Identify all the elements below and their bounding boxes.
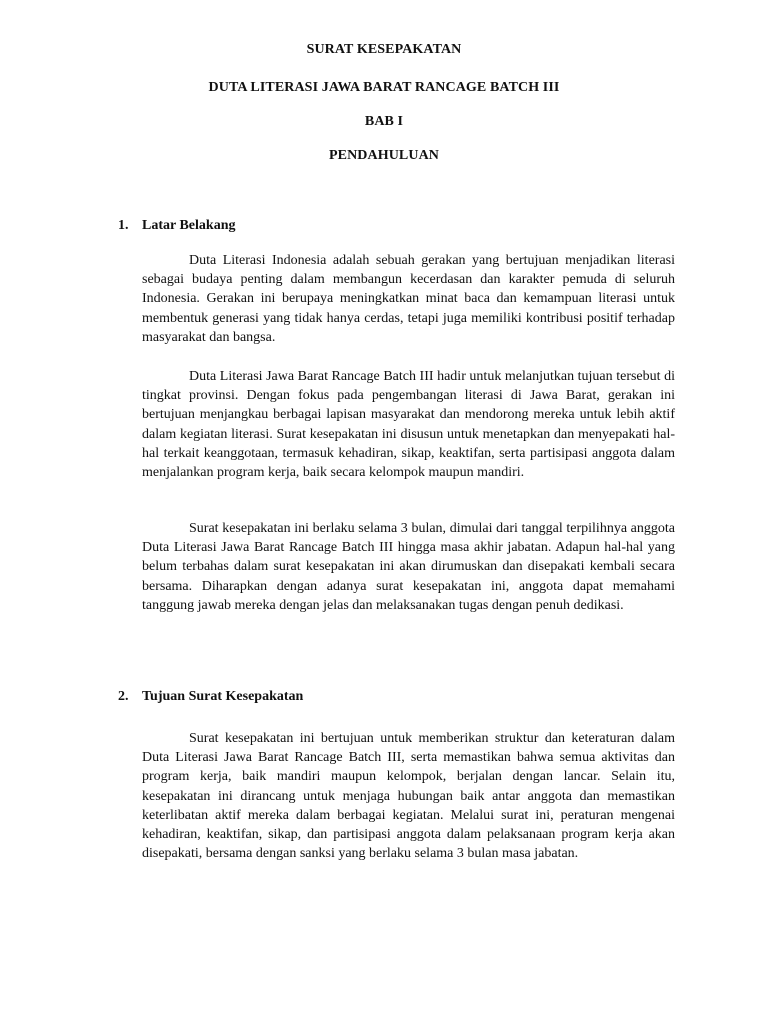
chapter-title: PENDAHULUAN	[329, 148, 439, 163]
paragraph: Surat kesepakatan ini berlaku selama 3 bulan, dimulai dari tanggal terpilihnya anggota Duta Literasi Jawa Barat Rancage Batch III hingga masa akhir jabatan. Adapun hal-hal yang belum terbahas dalam surat kesepakatan ini akan dirumuskan dan disepakati kembali secara bersama. Diharapkan dengan adanya surat kesepakatan ini, anggota dapat memahami tanggung jawab mereka dengan jelas dan melaksanakan tugas dengan penuh dedikasi.	[142, 521, 675, 613]
paragraph: Duta Literasi Indonesia adalah sebuah gerakan yang bertujuan menjadikan literasi sebagai budaya penting dalam membangun kecerdasan dan karakter pemuda di seluruh Indonesia. Gerakan ini berupaya meningkatkan minat baca dan kemampuan literasi untuk membentuk generasi yang tidak hanya cerdas, tetapi juga memiliki kontribusi positif terhadap masyarakat dan bangsa.	[142, 253, 675, 345]
paragraph: Surat kesepakatan ini bertujuan untuk memberikan struktur dan keteraturan dalam Duta Literasi Jawa Barat Rancage Batch III, serta memastikan bahwa semua aktivitas dan program kerja, baik mandiri maupun kelompok, berjalan dengan lancar. Selain itu, kesepakatan ini dirancang untuk menjaga hubungan baik antar anggota dan memastikan keterlibatan aktif mereka dalam berbagai kegiatan. Melalui surat ini, peraturan mengenai kehadiran, keaktifan, sikap, dan partisipasi anggota dalam pelaksanaan program kerja akan disepakati, bersama dengan sanksi yang berlaku selama 3 bulan masa jabatan.	[142, 731, 675, 862]
section-heading-2	[118, 689, 303, 705]
document-subtitle: DUTA LITERASI JAWA BARAT RANCAGE BATCH III	[208, 80, 560, 95]
section-heading-1	[118, 218, 235, 234]
chapter-number: BAB I	[364, 114, 404, 129]
document-title: SURAT KESEPAKATAN	[306, 42, 462, 57]
section-title: Latar Belakang	[142, 218, 236, 233]
section-title: Tujuan Surat Kesepakatan	[142, 689, 304, 704]
section-number: 2.	[118, 689, 129, 704]
section-number: 1.	[118, 218, 129, 233]
paragraph: Duta Literasi Jawa Barat Rancage Batch III hadir untuk melanjutkan tujuan tersebut di tingkat provinsi. Dengan fokus pada pengembangan literasi di Jawa Barat, gerakan ini bertujuan menjangkau berbagai lapisan masyarakat dan mendorong mereka untuk lebih aktif dalam kegiatan literasi. Surat kesepakatan ini disusun untuk menetapkan dan menyepakati hal-hal terkait keanggotaan, termasuk kehadiran, sikap, keaktifan, serta partisipasi anggota dalam menjalankan program kerja, baik secara kelompok maupun mandiri.	[142, 369, 675, 481]
